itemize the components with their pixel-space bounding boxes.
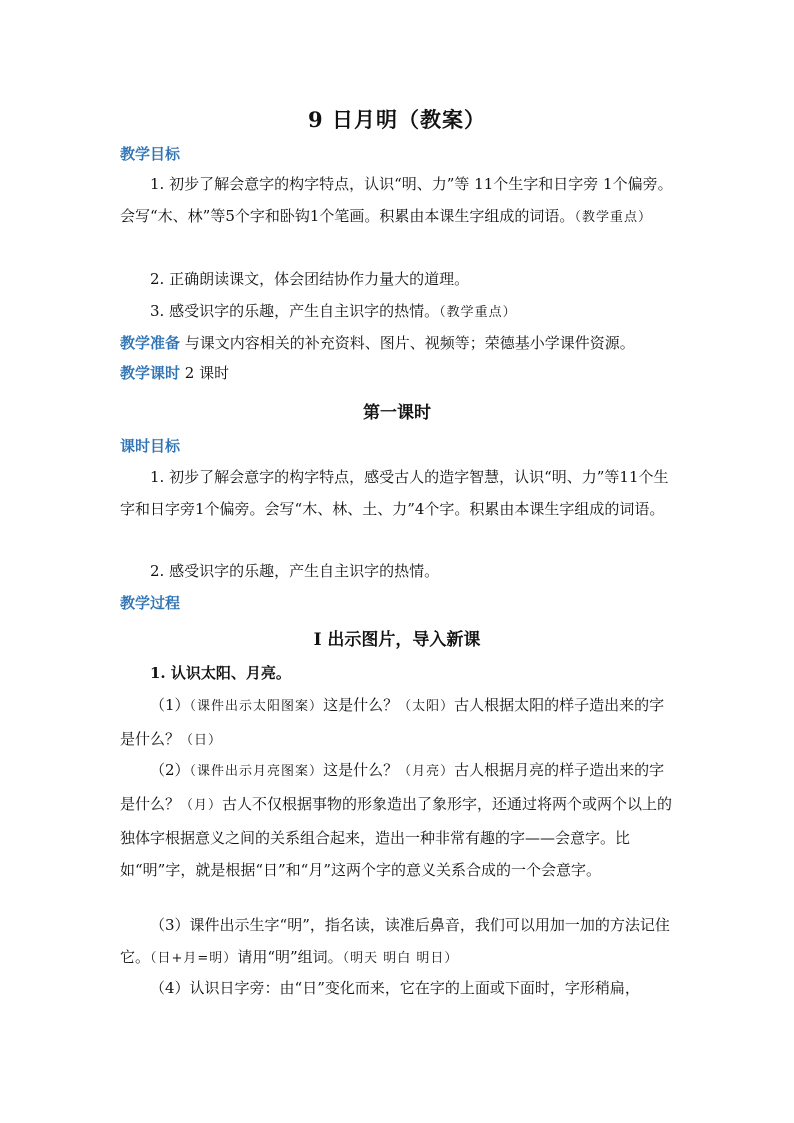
teaching-prep-label: 教学准备 bbox=[120, 334, 181, 352]
goal-item-1 bbox=[120, 168, 676, 234]
goals-heading: 教学目标 bbox=[120, 145, 181, 163]
item-note: （太阳） bbox=[398, 699, 455, 714]
item-text: 请用“明”组词。 bbox=[237, 948, 343, 966]
lesson-goal-2: 2. 感受识字的乐趣，产生自主识字的热情。 bbox=[150, 562, 440, 580]
teaching-period-text: 2 课时 bbox=[180, 364, 230, 382]
goal-item-2: 2. 正确朗读课文，体会团结协作力量大的道理。 bbox=[150, 270, 470, 288]
item-note: （月） bbox=[180, 798, 223, 813]
teaching-period bbox=[120, 357, 676, 389]
teaching-prep bbox=[120, 327, 676, 359]
goal-item-1-text: 1. 初步了解会意字的构字特点，认识“明、力”等 11个生字和日字旁 1个偏旁。会写“木、林”等5个字和卧钩1个笔画。积累由本课生字组成的词语。 bbox=[120, 175, 673, 225]
item-text: 古人根据月亮的样子造出来的字是什么？ bbox=[120, 761, 665, 813]
lesson-goals-heading: 课时目标 bbox=[120, 437, 181, 455]
step-1-item-1 bbox=[120, 689, 676, 757]
section-1-title: Ⅰ 出示图片，导入新课 bbox=[313, 630, 481, 650]
goal-item-3-text: 3. 感受识字的乐趣，产生自主识字的热情。 bbox=[150, 302, 440, 320]
document-title: 9 日月明（教案） bbox=[308, 107, 486, 132]
teaching-prep-text: 与课文内容相关的补充资料、图片、视频等；荣德基小学课件资源。 bbox=[180, 334, 635, 352]
step-1: 1. 认识太阳、月亮。 bbox=[150, 664, 291, 682]
goal-item-3-note: （教学重点） bbox=[439, 305, 517, 320]
item-note: （日+月=明） bbox=[150, 951, 238, 966]
item-note: （月亮） bbox=[398, 764, 455, 779]
process-heading: 教学过程 bbox=[120, 594, 181, 612]
item-note: （明天 明白 明日） bbox=[342, 951, 459, 966]
item-number: （1） bbox=[150, 696, 190, 714]
step-1-item-2 bbox=[120, 754, 676, 886]
item-note: （课件出示月亮图案） bbox=[189, 764, 324, 779]
lesson-goal-1: 1. 初步了解会意字的构字特点，感受古人的造字智慧，认识“明、力”等11个生字和日字旁1个偏旁。会写“木、林、土、力”4个字。积累由本课生字组成的词语。 bbox=[120, 468, 669, 518]
item-text: （3）课件出示生字“明”，指名读，读准后鼻音，我们可以用加一加的方法记住它。 bbox=[120, 916, 670, 966]
item-number: （2） bbox=[150, 761, 190, 779]
item-text: 这是什么？ bbox=[323, 696, 399, 714]
item-text: 古人不仅根据事物的形象造出了象形字，还通过将两个或两个以上的独体字根据意义之间的关系组合起来，造出一种非常有趣的字——会意字。比如“明”字，就是根据“日”和“月”这两个字的意义关系合成的一个会意字。 bbox=[120, 795, 673, 879]
step-1-item-3 bbox=[120, 909, 676, 975]
goal-item-3 bbox=[120, 295, 676, 329]
lesson-1-title: 第一课时 bbox=[363, 403, 431, 423]
item-note: （日） bbox=[180, 733, 223, 748]
goal-item-1-note: （教学重点） bbox=[574, 210, 652, 225]
item-text: 古人根据太阳的样子造出来的字是什么？ bbox=[120, 696, 665, 748]
item-note: （课件出示太阳图案） bbox=[189, 699, 324, 714]
step-1-item-4: （4）认识日字旁：由“日”变化而来，它在字的上面或下面时，字形稍扁， bbox=[150, 979, 640, 997]
teaching-period-label: 教学课时 bbox=[120, 364, 181, 382]
item-text: 这是什么？ bbox=[323, 761, 399, 779]
